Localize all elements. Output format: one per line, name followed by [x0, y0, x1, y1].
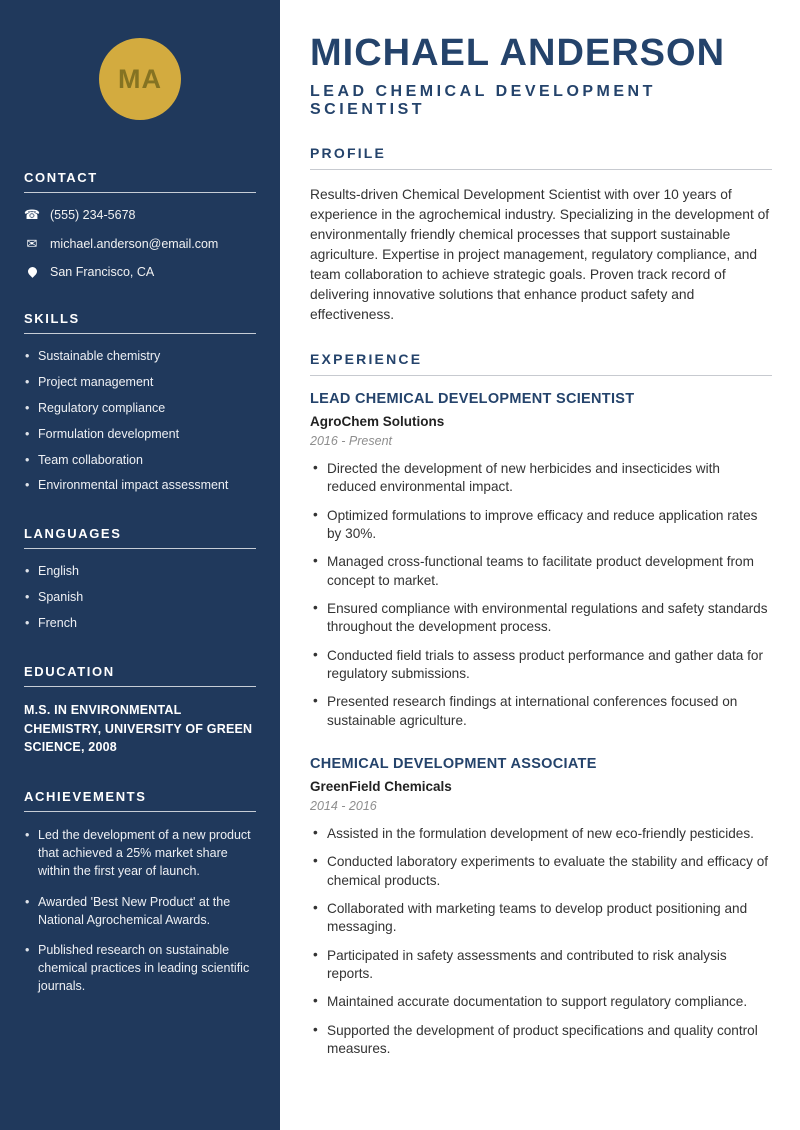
experience-job [310, 756, 772, 1058]
job-bullet: • Maintained accurate documentation to support regulatory compliance. [310, 993, 772, 1011]
sidebar [0, 0, 280, 1130]
job-company: AgroChem Solutions [310, 413, 445, 429]
experience-job [310, 391, 772, 730]
achievements-section [24, 789, 256, 995]
skill-item: • Environmental impact assessment [24, 477, 256, 494]
skills-section [24, 311, 256, 494]
job-bullet: • Assisted in the formulation development of new eco-friendly pesticides. [310, 825, 772, 843]
contact-item [24, 236, 256, 252]
achievement-item: • Published research on sustainable chemical practices in leading scientific journals. [24, 941, 256, 995]
skill-item: • Formulation development [24, 426, 256, 443]
page-title: MICHAEL ANDERSON [310, 32, 726, 74]
skills-heading: SKILLS [24, 311, 256, 334]
language-item: • Spanish [24, 589, 256, 606]
contact-item [24, 207, 256, 223]
achievements-list [24, 826, 256, 995]
language-item: • English [24, 563, 256, 580]
education-degree: M.S. IN ENVIRONMENTAL CHEMISTRY, UNIVERSITY OF GREEN SCIENCE, 2008 [24, 702, 253, 755]
language-item: • French [24, 615, 256, 632]
profile-text: Results-driven Chemical Development Scientist with over 10 years of experience in the agrochemical industry. Specializing in the development of environmentally friendly chemical processes that support sustainable agriculture. Expertise in project management, regulatory compliance, and team collaboration to achieve strategic goals. Proven track record of delivering innovative solutions that enhance product safety and effectiveness. [310, 186, 770, 322]
contact-section [24, 170, 256, 279]
languages-section [24, 526, 256, 632]
contact-heading: CONTACT [24, 170, 256, 193]
job-bullet: • Ensured compliance with environmental regulations and safety standards throughout the development process. [310, 600, 772, 637]
contact-list [24, 207, 256, 279]
main-content [280, 0, 800, 1130]
job-company: GreenField Chemicals [310, 779, 452, 795]
experience-section [310, 351, 772, 1059]
job-bullet: • Optimized formulations to improve efficacy and reduce application rates by 30%. [310, 507, 772, 544]
education-section [24, 664, 256, 757]
job-bullet: • Supported the development of product specifications and quality control measures. [310, 1022, 772, 1059]
skill-item: • Regulatory compliance [24, 400, 256, 417]
achievement-item: • Awarded 'Best New Product' at the National Agrochemical Awards. [24, 893, 256, 929]
job-bullet: • Presented research findings at international conferences focused on sustainable agriculture. [310, 693, 772, 730]
job-title: CHEMICAL DEVELOPMENT ASSOCIATE [310, 756, 597, 773]
profile-section [310, 145, 772, 325]
email-icon [24, 236, 40, 252]
contact-text: michael.anderson@email.com [50, 237, 219, 251]
job-subtitle: LEAD CHEMICAL DEVELOPMENT SCIENTIST [310, 82, 656, 118]
experience-heading: EXPERIENCE [310, 351, 772, 376]
job-bullet: • Collaborated with marketing teams to develop product positioning and messaging. [310, 900, 772, 937]
job-bullet: • Managed cross-functional teams to facilitate product development from concept to market. [310, 553, 772, 590]
achievement-item: • Led the development of a new product that achieved a 25% market share within the first year of launch. [24, 826, 256, 880]
job-bullet: • Conducted laboratory experiments to evaluate the stability and efficacy of chemical products. [310, 853, 772, 890]
avatar-initials: MA [118, 63, 162, 94]
job-dates: 2016 - Present [310, 433, 392, 448]
experience-jobs [310, 391, 772, 1059]
profile-heading: PROFILE [310, 145, 772, 170]
skills-list [24, 348, 256, 494]
contact-text: San Francisco, CA [50, 265, 155, 279]
job-bullet: • Participated in safety assessments and contributed to risk analysis reports. [310, 947, 772, 984]
achievements-heading: ACHIEVEMENTS [24, 789, 256, 812]
skill-item: • Sustainable chemistry [24, 348, 256, 365]
contact-item [24, 265, 256, 279]
job-bullet: • Directed the development of new herbicides and insecticides with reduced environmental impact. [310, 460, 772, 497]
contact-text: (555) 234-5678 [50, 208, 136, 222]
education-heading: EDUCATION [24, 664, 256, 687]
languages-heading: LANGUAGES [24, 526, 256, 549]
job-bullets [310, 460, 772, 730]
avatar [99, 38, 181, 120]
languages-list [24, 563, 256, 632]
location-icon [24, 267, 40, 278]
skill-item: • Project management [24, 374, 256, 391]
job-bullets [310, 825, 772, 1058]
job-bullet: • Conducted field trials to assess product performance and gather data for regulatory submissions. [310, 647, 772, 684]
phone-icon [24, 207, 40, 223]
job-title: LEAD CHEMICAL DEVELOPMENT SCIENTIST [310, 390, 635, 407]
skill-item: • Team collaboration [24, 452, 256, 469]
job-dates: 2014 - 2016 [310, 799, 377, 814]
